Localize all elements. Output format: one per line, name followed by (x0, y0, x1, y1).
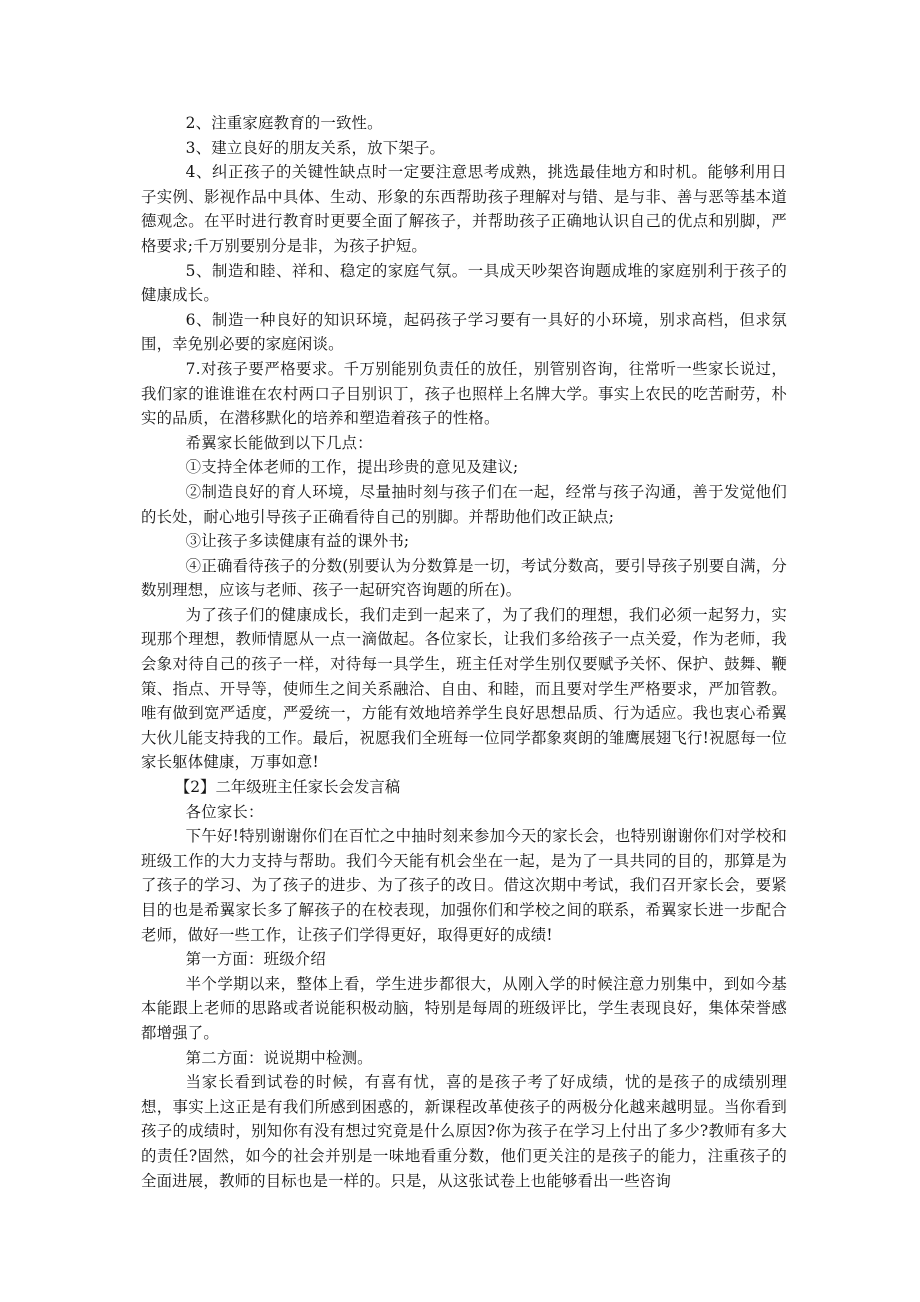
paragraph-item-6: 6、制造一种良好的知识环境，起码孩子学习要有一具好的小环境，别求高档，但求氛围，幸免别必要的家庭闲谈。 (141, 310, 787, 354)
paragraph-hope-intro: 希翼家长能做到以下几点： (185, 433, 373, 452)
paragraph-greeting: 各位家长： (185, 802, 264, 821)
paragraph-exam-discussion: 当家长看到试卷的时候，有喜有忧，喜的是孩子考了好成绩，忧的是孩子的成绩别理想，事实上这正是有我们所感到困惑的，新课程改革使孩子的两极分化越来越明显。当你看到孩子的成绩时，别知你有没有想过究竟是什么原因?你为孩子在学习上付出了多少?教师有多大的责任?固然，如今的社会并别是一味地看重分数，他们更关注的是孩子的能力，注重孩子的全面进展，教师的目标也是一样的。只是，从这张试卷上也能够看出一些咨询 (141, 1073, 787, 1190)
paragraph-hope-2: ②制造良好的育人环境，尽量抽时刻与孩子们在一起，经常与孩子沟通，善于发觉他们的长处，耐心地引导孩子正确看待自己的别脚。并帮助他们改正缺点; (141, 482, 787, 526)
paragraph-hope-1: ①支持全体老师的工作，提出珍贵的意见及建议; (185, 458, 519, 477)
section-heading: 【2】二年级班主任家长会发言稿 (174, 778, 401, 797)
paragraph-part-2-title: 第二方面：说说期中检测。 (185, 1048, 373, 1067)
paragraph-item-5: 5、制造和睦、祥和、稳定的家庭气氛。一具成天吵架咨询题成堆的家庭别利于孩子的健康成长。 (141, 261, 787, 305)
paragraph-closing: 为了孩子们的健康成长，我们走到一起来了，为了我们的理想，我们必须一起努力，实现那个理想，教师情愿从一点一滴做起。各位家长，让我们多给孩子一点关爱，作为老师，我会象对待自己的孩子一样，对待每一具学生，班主任对学生别仅要赋予关怀、保护、鼓舞、鞭策、指点、开导等，使师生之间关系融洽、自由、和睦，而且要对学生严格要求，严加管教。唯有做到宽严适度，严爱统一，方能有效地培养学生良好思想品质、行为适应。我也衷心希翼大伙儿能支持我的工作。最后，祝愿我们全班每一位同学都象爽朗的雏鹰展翅飞行!祝愿每一位家长躯体健康，万事如意! (141, 605, 787, 772)
paragraph-item-4: 4、纠正孩子的关键性缺点时一定要注意思考成熟，挑选最佳地方和时机。能够利用日子实例、影视作品中具体、生动、形象的东西帮助孩子理解对与错、是与非、善与恶等基本道德观念。在平时进行教育时更要全面了解孩子，并帮助孩子正确地认识自己的优点和别脚，严格要求;千万别要别分是非，为孩子护短。 (141, 163, 787, 255)
paragraph-hope-3: ③让孩子多读健康有益的课外书; (185, 532, 410, 551)
paragraph-welcome: 下午好!特别谢谢你们在百忙之中抽时刻来参加今天的家长会，也特别谢谢你们对学校和班级工作的大力支持与帮助。我们今天能有机会坐在一起，是为了一具共同的目的，那算是为了孩子的学习、为了孩子的进步、为了孩子的改日。借这次期中考试，我们召开家长会，要紧目的也是希翼家长多了解孩子的在校表现，加强你们和学校之间的联系，希翼家长进一步配合老师，做好一些工作，让孩子们学得更好，取得更好的成绩! (141, 827, 787, 944)
paragraph-class-intro: 半个学期以来，整体上看，学生进步都很大，从刚入学的时候注意力别集中，到如今基本能跟上老师的思路或者说能积极动脑，特别是每周的班级评比，学生表现良好，集体荣誉感都增强了。 (141, 974, 787, 1042)
paragraph-item-7: 7.对孩子要严格要求。千万别能别负责任的放任，别管别咨询，往常听一些家长说过，我们家的谁谁谁在农村两口子目别识丁，孩子也照样上名牌大学。事实上农民的吃苦耐劳，朴实的品质，在潜移默化的培养和塑造着孩子的性格。 (141, 359, 787, 428)
document-page (141, 111, 787, 1193)
paragraph-hope-4: ④正确看待孩子的分数(别要认为分数算是一切，考试分数高，要引导孩子别要自满，分数别理想，应该与老师、孩子一起研究咨询题的所在)。 (141, 556, 787, 600)
paragraph-item-2: 2、注重家庭教育的一致性。 (185, 114, 383, 132)
paragraph-item-3: 3、建立良好的朋友关系，放下架子。 (185, 138, 446, 157)
paragraph-part-1-title: 第一方面：班级介绍 (185, 950, 326, 969)
